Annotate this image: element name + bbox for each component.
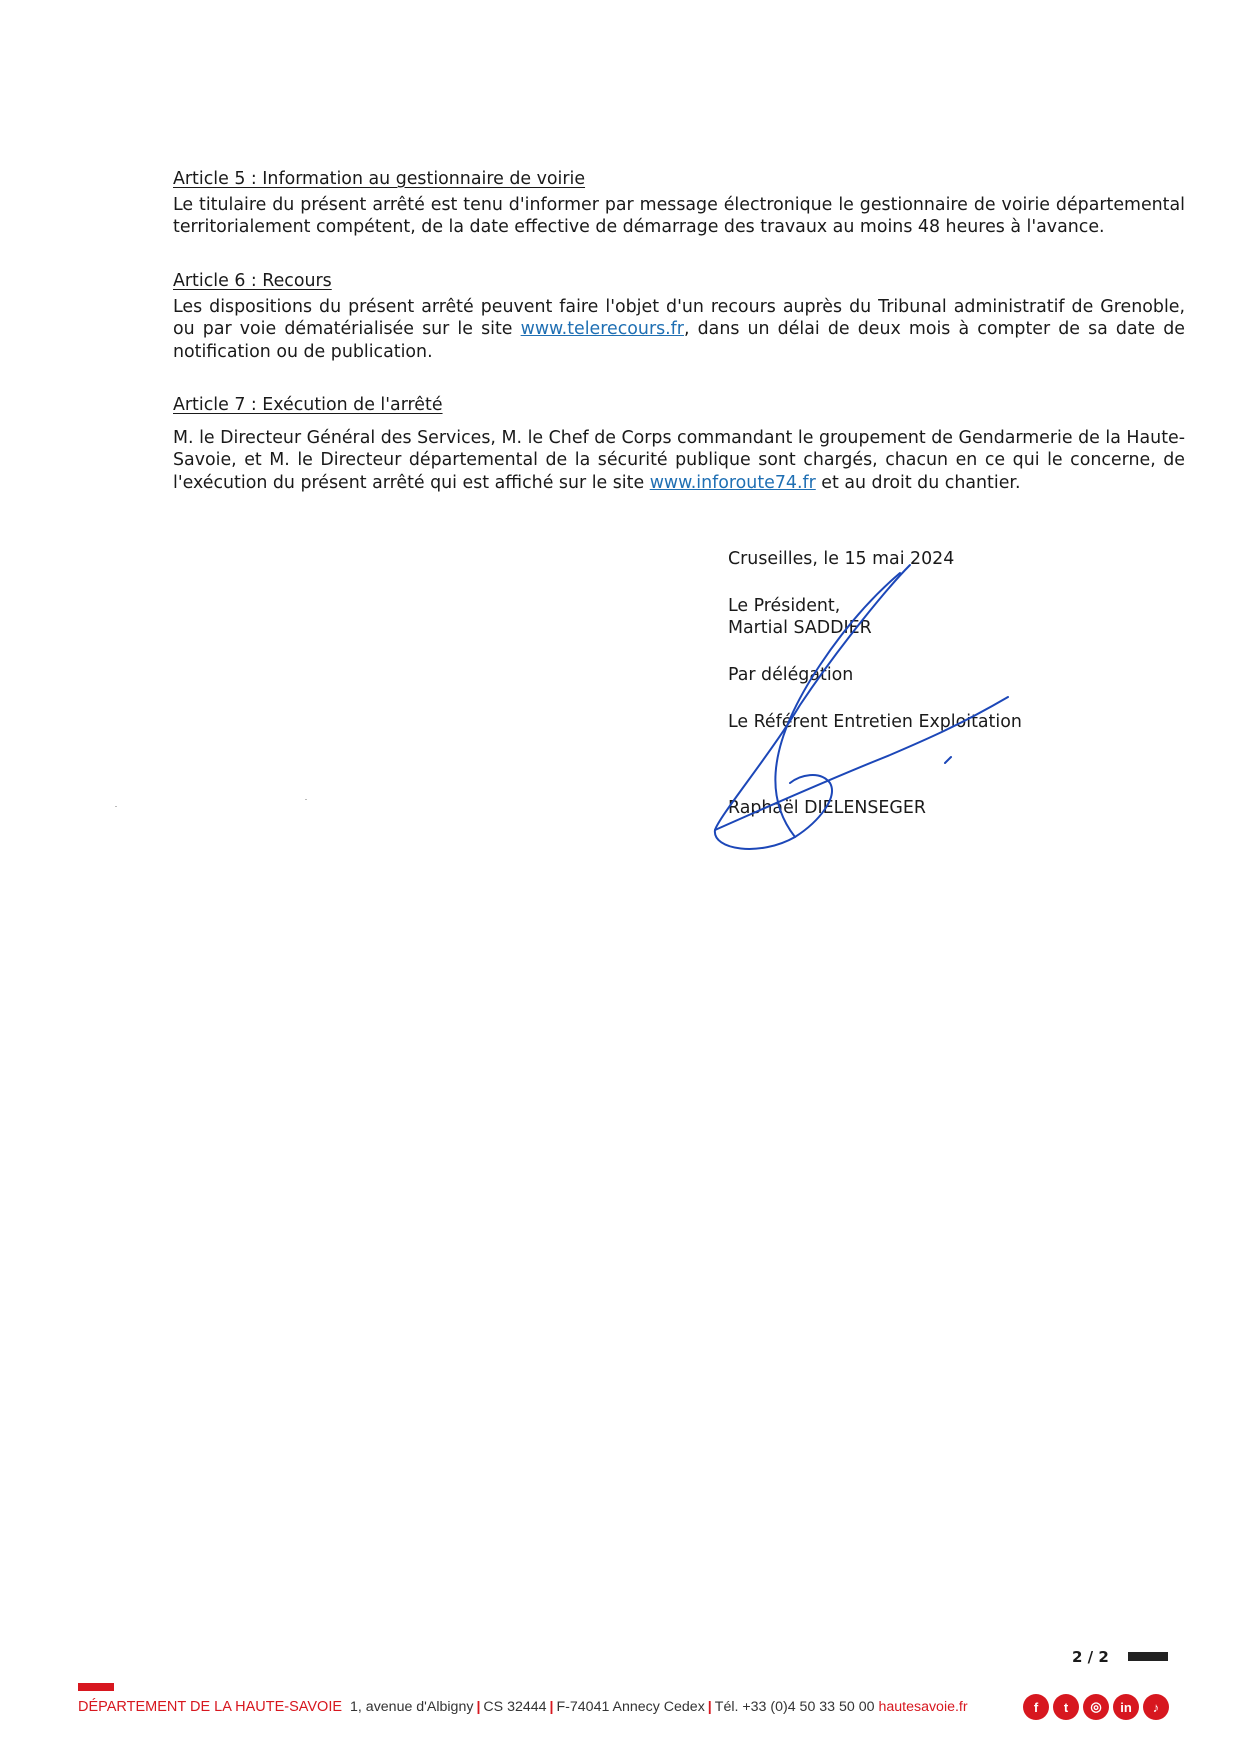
twitter-icon[interactable]: t [1053,1694,1079,1720]
article-5 [173,168,1185,239]
article-7 [173,394,1185,494]
footer-cs: CS 32444 [483,1699,547,1715]
footer-phone: Tél. +33 (0)4 50 33 50 00 [714,1699,875,1715]
footer-separator: | [476,1699,481,1715]
article-7-text-before: M. le Directeur Général des Services, M. le Chef de Corps commandant le groupement de Gendarmerie de la Haute-Savoie, et M. le Directeur départemental de la sécurité publique sont chargés, chacun en ce qui le concerne, de l'exécution du présent arrêté qui est affiché sur le site [173,427,1185,493]
article-6-text-before: Les dispositions du présent arrêté peuvent faire l'objet d'un recours auprès du Tribunal administratif de Grenoble, ou par voie dématérialisée sur le site [173,296,1185,339]
tiktok-icon[interactable]: ♪ [1143,1694,1169,1720]
footer-department: DÉPARTEMENT DE LA HAUTE-SAVOIE [78,1699,343,1715]
handwritten-signature [700,545,1020,865]
inforoute74-link[interactable]: www.inforoute74.fr [649,472,816,493]
article-6-title: Article 6 : Recours [173,271,332,291]
footer-brand-mark [78,1683,114,1691]
place-date: Cruseilles, le 15 mai 2024 [728,549,955,569]
signatory-name: Raphaël DIELENSEGER [728,798,926,818]
article-7-text [173,427,1185,495]
article-5-title: Article 5 : Information au gestionnaire de voirie [173,169,586,189]
article-5-text: Le titulaire du présent arrêté est tenu d'informer par message électronique le gestionnaire de voirie départemental territorialement compétent, de la date effective de démarrage des travaux au moins 48 heures à l'avance. [173,194,1185,237]
facebook-icon[interactable]: f [1023,1694,1049,1720]
scan-speck [305,799,307,800]
telerecours-link[interactable]: www.telerecours.fr [520,319,684,339]
scan-speck [115,806,117,807]
page-number-bar [1128,1652,1168,1661]
footer-separator: | [707,1699,712,1715]
president-title: Le Président, [728,596,841,616]
instagram-icon[interactable]: ◎ [1083,1694,1109,1720]
footer-postal: F-74041 Annecy Cedex [556,1699,705,1715]
linkedin-icon[interactable]: in [1113,1694,1139,1720]
social-icons [1023,1694,1169,1720]
article-6-text [173,296,1185,364]
article-7-text-after: et au droit du chantier. [815,472,1021,493]
footer-website-link[interactable]: hautesavoie.fr [878,1699,968,1715]
page-number: 2 / 2 [1072,1648,1109,1666]
president-name: Martial SADDIER [728,618,872,638]
article-6-text-after: , dans un délai de deux mois à compter de sa date de notification ou de publication. [173,319,1185,362]
footer-street: 1, avenue d'Albigny [350,1699,474,1715]
footer-separator: | [549,1699,554,1715]
delegation: Par délégation [728,665,854,685]
footer-address [78,1699,968,1715]
article-6 [173,270,1185,363]
signatory-role: Le Référent Entretien Exploitation [728,712,1022,732]
article-7-title: Article 7 : Exécution de l'arrêté [173,395,443,415]
